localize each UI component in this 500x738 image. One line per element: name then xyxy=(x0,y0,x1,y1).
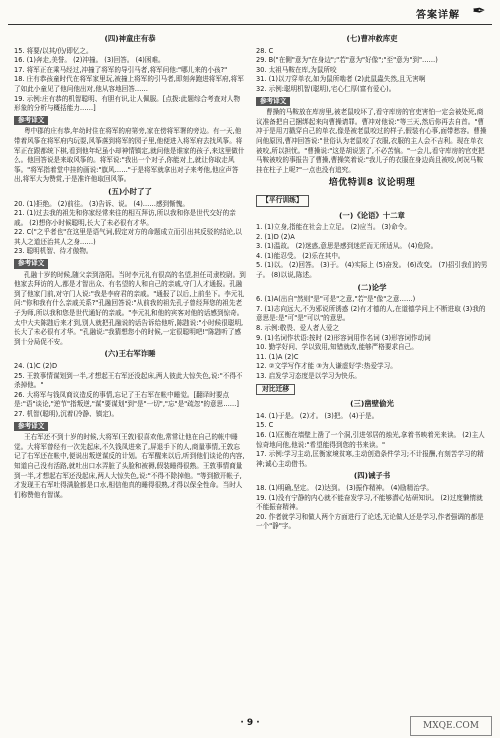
site-watermark: MXQE.COM xyxy=(410,716,492,736)
answer-line: 11. (1)A (2)C xyxy=(256,352,299,361)
label-row xyxy=(256,382,488,398)
label-row xyxy=(256,193,488,209)
answer-line: 16. (1)匡衡在墙壁上凿了一个洞,引进邻居的烛光,拿着书映着光来读。 (2)主人惊奇地问他,他说:"希望能得到您的书来读。" xyxy=(256,430,485,449)
answer-line: 10. 勤学好问、学以致用,知错就改,能够严格要求自己。 xyxy=(256,343,418,352)
boxed-label: 【平行训练】 xyxy=(256,195,309,207)
page-header xyxy=(0,0,500,30)
answer-line: 1. (1)立身,指能在社会上立足。 (2)应当。 (3)命令。 xyxy=(256,223,411,232)
answer-line: 14. (1)于是。 (2)才。 (3)把。 (4)于是。 xyxy=(256,411,379,420)
answer-line: 16. (1)奔走,美誉。 (2)冲撞。 (3)回答。 (4)困难。 xyxy=(14,56,165,65)
answer-line: 8. 示例:敬畏、爱人者人爱之 xyxy=(256,324,340,333)
answer-line: 18. 庄有恭孩童时代在将军家里玩,被撞上将军的引马者,即刻奔跑进将军府,将军了如此小童见了他问他出对,他从容地回答…… xyxy=(14,75,244,93)
translation-label: 参考译文 xyxy=(256,97,290,107)
answer-line: 15. 将要/以其/仍/即忆之。 xyxy=(14,46,93,55)
section-title: (六)王右军诈睡 xyxy=(104,349,156,359)
answer-line: 27. 机智(聪明),沉着(冷静、镇定)。 xyxy=(14,409,119,418)
label-row xyxy=(14,114,246,128)
section-title: (五)小时了了 xyxy=(108,186,152,196)
translation-label: 参考译文 xyxy=(14,116,48,126)
answer-line: 23. 聪明机智、待才傲物。 xyxy=(14,247,93,256)
boxed-label: 对比迁移 xyxy=(256,384,295,396)
translation-label: 参考译文 xyxy=(14,259,48,269)
answer-line: 9. (1)名词作状语:按时 (2)形容词用作名词 (3)形容词作动词 xyxy=(256,333,431,342)
translation-label: 参考译文 xyxy=(14,422,48,432)
label-row xyxy=(14,420,246,434)
page-number: · 9 · xyxy=(240,718,260,728)
answer-line: 24. (1)C (2)D xyxy=(14,362,58,370)
answer-line: 5. (1)以。 (2)回答。 (3)于。 (4)实际上 (5)奋发。 (6)改变。 (7)招引我们的男子。 (8)以说,陈述。 xyxy=(256,261,488,280)
answer-line: 15. C xyxy=(256,421,274,430)
answer-line: 3. (1)温故。 (2)迷惑,意思是感到迷茫而无所适从。 (4)危险。 xyxy=(256,242,438,251)
answer-line: 28. C xyxy=(256,46,274,55)
answer-line: 17. 示例:学习主动,匡衡家境贫寒,主动创造条件学习;不计报酬,有刻苦学习的精神;诚心主动借书。 xyxy=(256,450,484,468)
section-title: (七)曹冲救库吏 xyxy=(346,34,398,43)
answer-line: 19. 示例:庄有恭的机智聪明、有胆有识,让人佩服。[点拨:此题综合考查对人物形象的分析与概括能力……] xyxy=(14,94,241,113)
answer-line: 12. ②文学写作才能 ③为人谦虚好学:热爱学习。 xyxy=(256,362,397,371)
section-title: (三)凿壁偷光 xyxy=(350,399,394,409)
translation-paragraph: 曹操的马鞍放在库房里,被老鼠咬坏了,看守库房的官吏害怕一定会被处死,商议准备把自己捆绑起来向曹操请罪。曹冲对他说:"等三天,然后你再去自首。"曹冲于是用刀戳穿自己的单衣,像是被老鼠咬过的样子,假装有心事,面带愁容。曹操问他原因,曹冲回答说:"世俗认为老鼠咬了衣服,衣服的主人会不吉利。现在单衣被咬,所以担忧。"曹操说:"这是胡说罢了,不必苦恼。"一会儿,看守库房的官吏把马鞍被咬的事报告了曹操,曹操笑着说:"我儿子的衣服在身边尚且被咬,何况马鞍挂在柱子上呢?"一点也没有追究。 xyxy=(256,108,487,174)
answer-line: 4. (1)能忍受。 (2)乐在其中。 xyxy=(256,251,345,260)
answer-line: 18. (1)明确,坚定。 (2)达到。 (3)振作精神。 (4)励精治学。 xyxy=(256,483,434,492)
answer-line: 6. (1)A(出自"然则"是"可是"之意,"若"是"像"之意……) xyxy=(256,295,416,304)
answer-line: 20. (1)拒绝。 (2)前往。 (3)告诉、说。 (4)……感到惭愧。 xyxy=(14,199,189,208)
translation-paragraph: 孔融十岁的时候,随父亲到洛阳。当时李元礼有很高的名望,担任司隶校尉。到他家去拜访的人,都是才智出众、有名望的人和自己的亲戚,守门人才通报。孔融到了他家门前,对守门人说:"我是李府君的亲戚。"通报了以后,上前坐下。李元礼问:"你和我有什么亲戚关系?"孔融回答说:"从前我的祖先孔子曾经拜您的祖先老子为师,所以我和您是世代通好的亲戚。"李元礼和他的宾客对他的话感到惊奇。太中大夫陈韪后来才到,别人就把孔融说的话告诉给他听,陈韪说:"小时候很聪明,长大了未必很有才华。"孔融说:"我猜想您小的时候,一定很聪明吧!"陈韪听了感到十分局促不安。 xyxy=(14,270,246,346)
answer-line: 21. (1)过去我的祖先和你家经常来往的相互拜访,所以我和你是世代交好的亲戚。 (2)想你小时候聪明,长大了未必很有才华。 xyxy=(14,209,236,227)
answer-line: 25. 王敦事情谋划到一半,才想起王右军还没起床,两人彼此大惊失色,说:"不得不杀掉他。" xyxy=(14,371,243,390)
answer-line: 31. (1)以刀穿单衣,如为鼠所啮者 (2)此鼠蟲失然,且无害啊 xyxy=(256,75,426,84)
answer-line: 22. C("之乎者也"在这里是语气词,假定对方的命题成立而引出其反驳的结论,以其人之道还治其人之身……) xyxy=(14,228,242,246)
answer-line: 7. (1)志向远大,不为邪说所诱惑 (2)有才德的人,在道德学问上不断进取 (3)我的意思是:是"可"是"可以"的意思。 xyxy=(256,304,486,323)
chapter-title: 培优特训8 议论明理 xyxy=(328,178,416,189)
section-title: (一)《论语》十二章 xyxy=(339,210,405,220)
answer-line: 2. (1)D (2)A xyxy=(256,232,295,241)
answer-line: 32. 示例:聪明机智(聪明),宅心仁厚(富有爱心)。 xyxy=(256,84,396,93)
right-column xyxy=(256,32,488,532)
translation-paragraph: 王右军还不到十岁的时候,大将军(王敦)很喜欢他,常常让他在自己的帐中睡觉。大将军曾经有一次先起床,不久钱凤进来了,屏退手下的人,商量事情,王敦忘记了右军还在帐中,便说出叛逆谋反的计划。右军醒来以后,听到他们谈论的内容,知道自己没有活路,就吐出口水弄脏了头脸和被褥,假装睡得很熟。王敦事情商量到一半,才想起右军还没起床,两人大惊失色,说:"不得不除掉他。"等到掀开帐子,才发现王右军吐得满脸都是口水,相信他真的睡得很熟,才得以保全性命。当时人们称赞他有智谋。 xyxy=(14,433,245,499)
section-title: (四)诫子书 xyxy=(353,471,391,481)
answer-line: 30. 太祖马鞍在库,为鼠所咬 xyxy=(256,65,337,74)
answer-line: 13. 启发学习态度是以学习为快乐。 xyxy=(256,372,361,380)
answer-line: 17. 将军正在乘马经过,冲撞了将军的导引马者,将军问他:"哪儿来的小孩?" xyxy=(14,65,228,74)
header-label: 答案详解 xyxy=(416,10,460,21)
label-row xyxy=(256,95,488,109)
answer-line: 20. 作者就学习和做人两个方面进行了论述,无论做人还是学习,作者强调的都是一个"静"字。 xyxy=(256,512,484,531)
quill-icon: ✒ xyxy=(472,1,486,20)
header-rule xyxy=(8,24,492,25)
label-row xyxy=(14,257,246,271)
answer-line: 29. B("在側"意为"在身边";"若"意为"好像";"至"意为"到"……) xyxy=(256,56,438,65)
translation-paragraph: 粤中郡的庄有恭,年幼时住在将军的府第旁,家在傍将军署的旁边。有一天,他带着风筝在将军府内玩耍,风筝落到将军的园子里,他便进入将军府去找风筝。将军正在跟都统下棋,看到他年纪虽小却神情镇定,就问他是谁家的孩子,来这里做什么。他回答说是来取风筝的。将军说:"我出一个对子,你能对上,就让你取走风筝。"将军指着堂中挂的画说:"旗风……"于是将军就拿出对子来考他,他应声答出,将军大为赞赏,于是准许他取回风筝。 xyxy=(14,127,245,184)
left-column xyxy=(14,32,246,500)
answer-line: 26. 大将军与钱凤商议造反的事情,忘记了王右军在帐中睡觉。[翻译时要点是:"语"谈论,"逆节"指叛逆,"谋"要谋划"到"是"一切","忘"是"疏忽"的意思……] xyxy=(14,390,239,409)
section-title: (二)论学 xyxy=(357,282,387,292)
answer-line: 19. (1)没有宁静的内心就不能奋发学习,不能够潜心钻研知识。 (2)过度懒惰就不能振奋精神。 xyxy=(256,493,483,512)
section-title: (四)神童庄有恭 xyxy=(104,34,156,43)
